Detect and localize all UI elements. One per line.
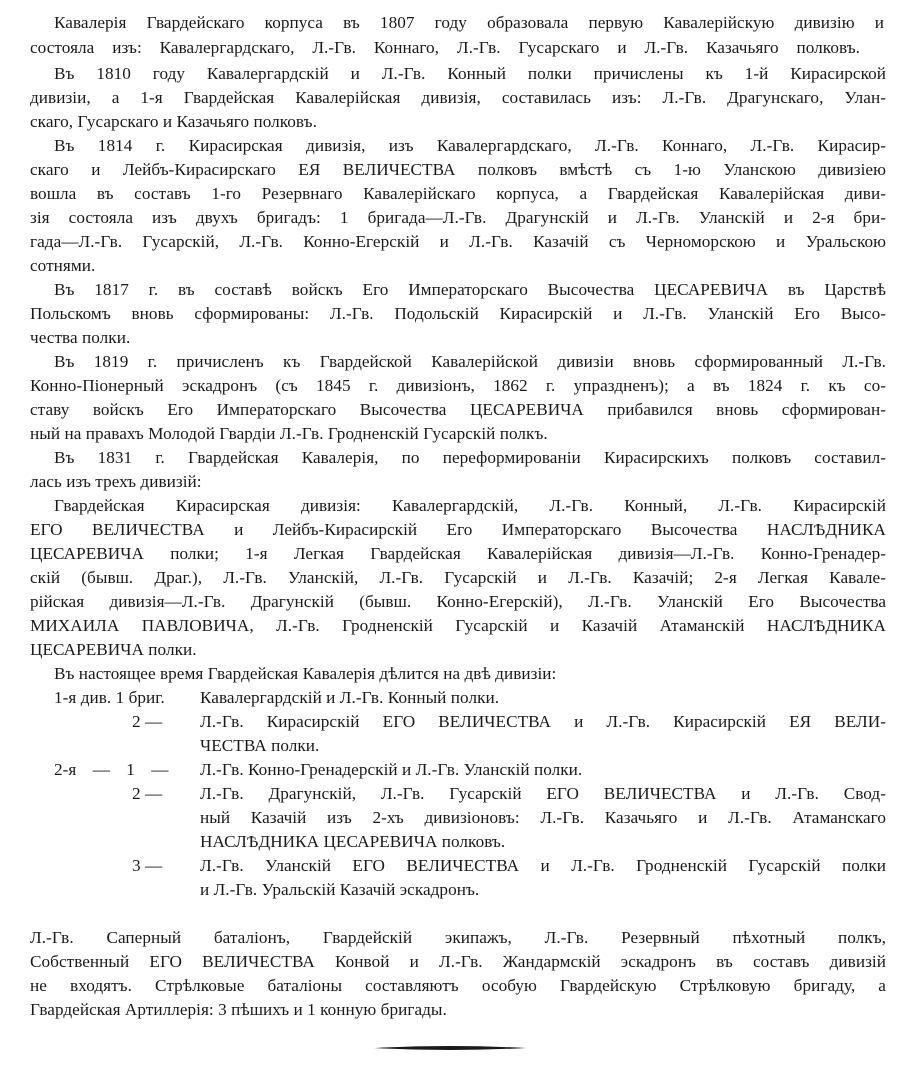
division-1-brigade-2-cont: ЧЕСТВА полки.: [200, 736, 320, 755]
brigade-number: 2 —: [132, 784, 163, 803]
text-line: Въ 1817 г. въ составѣ войскъ Его Императорскаго Высочества ЦЕСАРЕВИЧА въ Царствѣ: [54, 280, 886, 299]
ornamental-divider: [374, 1045, 526, 1051]
text-line: скаго, Гусарскаго и Казачьяго полковъ.: [30, 112, 317, 131]
division-2-brigade-3-cont: и Л.-Гв. Уральскій Казачій эскадронъ.: [200, 880, 480, 899]
text-line: скій (бывш. Драг.), Л.-Гв. Уланскій, Л.-Гв. Гусарскій и Л.-Гв. Казачій; 2-я Легкая Кавале-: [30, 568, 886, 587]
division-1-brigade-2: Л.-Гв. Кирасирскій ЕГО ВЕЛИЧЕСТВА и Л.-Гв. Кирасирскій ЕЯ ВЕЛИ-: [200, 712, 886, 731]
text-line: ЕГО ВЕЛИЧЕСТВА и Лейбъ-Кирасирскій Его Императорскаго Высочества НАСЛѢДНИКА: [30, 520, 886, 539]
text-line: чества полки.: [30, 328, 131, 347]
text-line: Въ 1819 г. причисленъ къ Гвардейской Кавалерійской дивизіи вновь сформированный Л.-Гв.: [54, 352, 886, 371]
text-line: сотнями.: [30, 256, 96, 275]
text-line: ЦЕСАРЕВИЧА полки.: [30, 640, 197, 659]
closing-line: Л.-Гв. Саперный баталіонъ, Гвардейскій экипажъ, Л.-Гв. Резервный пѣхотный полкъ,: [30, 928, 886, 947]
division-2-brigade-2-cont: НАСЛѢДНИКА ЦЕСАРЕВИЧА полковъ.: [200, 832, 506, 851]
brigade-number: 3 —: [132, 856, 163, 875]
closing-line: Гвардейская Артиллерія: 3 пѣшихъ и 1 конную бригады.: [30, 1000, 447, 1019]
division-1-label: 1-я див. 1 бриг.: [54, 688, 165, 707]
division-2-brigade-1: Л.-Гв. Конно-Гренадерскій и Л.-Гв. Уланскій полки.: [200, 760, 583, 779]
text-line: Въ настоящее время Гвардейская Кавалерія дѣлится на двѣ дивизіи:: [54, 664, 557, 683]
text-line: зія состояла изъ двухъ бригадъ: 1 бригада—Л.-Гв. Драгунскій и Л.-Гв. Уланскій и 2-я бри-: [30, 208, 886, 227]
closing-line: Собственный ЕГО ВЕЛИЧЕСТВА Конвой и Л.-Гв. Жандармскій эскадронъ въ составъ дивизій: [30, 952, 886, 971]
text-line: рійская дивизія—Л.-Гв. Драгунскій (бывш. Конно-Егерскій), Л.-Гв. Уланскій Его Высочества: [30, 592, 886, 611]
closing-line: не входятъ. Стрѣлковые баталіоны составляютъ особую Гвардейскую Стрѣлковую бригаду, а: [30, 976, 886, 995]
text-line: Гвардейская Кирасирская дивизія: Кавалергардскій, Л.-Гв. Конный, Л.-Гв. Кирасирскій: [54, 496, 886, 515]
division-2-brigade-3: Л.-Гв. Уланскій ЕГО ВЕЛИЧЕСТВА и Л.-Гв. Гродненскій Гусарскій полки: [200, 856, 886, 875]
text-line: скаго и Лейбъ-Кирасирскаго ЕЯ ВЕЛИЧЕСТВА полковъ вмѣстѣ съ 1-ю Уланскою дивизіею: [30, 160, 886, 179]
text-line: дивизіи, а 1-я Гвардейская Кавалерійская дивизія, составилась изъ: Л.-Гв. Драгунскаго, Улан-: [30, 88, 886, 107]
text-line: Въ 1831 г. Гвардейская Кавалерія, по переформированіи Кирасирскихъ полковъ составил-: [54, 448, 886, 467]
division-2-brigade-2: Л.-Гв. Драгунскій, Л.-Гв. Гусарскій ЕГО ВЕЛИЧЕСТВА и Л.-Гв. Свод-: [200, 784, 886, 803]
text-line: вошла въ составъ 1-го Резервнаго Кавалерійскаго корпуса, а Гвардейская Кавалерійская диви-: [30, 184, 886, 203]
text-line: Польскомъ вновь сформированы: Л.-Гв. Подольскій Кирасирскій и Л.-Гв. Уланскій Его Высо-: [30, 304, 886, 323]
text-line: состояла изъ: Кавалергардскаго, Л.-Гв. Коннаго, Л.-Гв. Гусарскаго и Л.-Гв. Казачьяго полковъ.: [30, 38, 860, 57]
text-line: Конно-Піонерный эскадронъ (съ 1845 г. дивизіонъ, 1862 г. упраздненъ); а въ 1824 г. къ со-: [30, 376, 886, 395]
brigade-number: 2 —: [132, 712, 163, 731]
text-line: Въ 1810 году Кавалергардскій и Л.-Гв. Конный полки причислены къ 1-й Кирасирской: [54, 64, 886, 83]
division-2-brigade-2-cont: ный Казачій изъ 2-хъ дивизіоновъ: Л.-Гв. Казачьяго и Л.-Гв. Атаманскаго: [200, 808, 886, 827]
text-line: ЦЕСАРЕВИЧА полки; 1-я Легкая Гвардейская Кавалерійская дивизія—Л.-Гв. Конно-Гренадер-: [30, 544, 886, 563]
text-line: ставу войскъ Его Императорскаго Высочества ЦЕСАРЕВИЧА прибавился вновь сформирован-: [30, 400, 886, 419]
division-1-brigade-1: Кавалергардскій и Л.-Гв. Конный полки.: [200, 688, 500, 707]
text-line: Въ 1814 г. Кирасирская дивизія, изъ Кавалергардскаго, Л.-Гв. Коннаго, Л.-Гв. Кирасир-: [54, 136, 886, 155]
text-line: ный на правахъ Молодой Гвардіи Л.-Гв. Гродненскій Гусарскій полкъ.: [30, 424, 548, 443]
division-2-label: 2-я — 1 —: [54, 760, 169, 779]
text-line: Кавалерія Гвардейскаго корпуса въ 1807 году образовала первую Кавалерійскую дивизію и: [54, 13, 884, 32]
text-line: лась изъ трехъ дивизій:: [30, 472, 202, 491]
text-line: гада—Л.-Гв. Гусарскій, Л.-Гв. Конно-Егерскій и Л.-Гв. Казачій съ Черноморскою и Уральскою: [30, 232, 886, 251]
text-line: МИХАИЛА ПАВЛОВИЧА, Л.-Гв. Гродненскій Гусарскій и Казачій Атаманскій НАСЛѢДНИКА: [30, 616, 886, 635]
